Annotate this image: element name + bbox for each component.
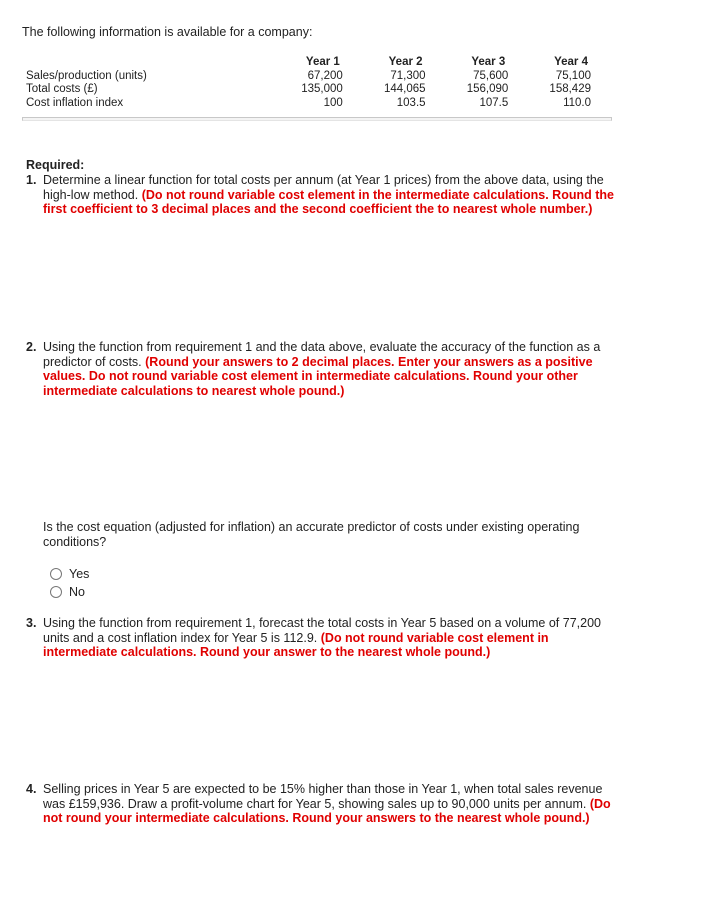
table-cell: 75,600 [473, 69, 509, 82]
table-cell: 75,100 [555, 69, 591, 82]
row-label: Total costs (£) [26, 83, 98, 95]
row-label: Sales/production (units) [26, 69, 147, 82]
table-cell: 67,200 [307, 69, 343, 82]
table-cell: 71,300 [390, 69, 426, 82]
required-heading: Required: [26, 158, 85, 172]
question-text: Selling prices in Year 5 are expected to be 15% higher than those in Year 1, when total sales revenue was £159,936. Draw a profit-volume chart for Year 5, showing sales up to 90,000 units per annum. [43, 782, 603, 811]
radio-button[interactable] [50, 568, 62, 580]
question-3 [26, 616, 616, 660]
table-cell: 156,090 [466, 83, 509, 95]
table-row [26, 83, 594, 97]
question-text: Using the function from requirement 1 and the data above, evaluate the accuracy of the function as a predictor of costs. [43, 340, 601, 369]
option-yes[interactable] [50, 567, 89, 581]
question-number: 1. [26, 173, 37, 187]
question-body [43, 782, 616, 826]
table-header: Year 3 [471, 56, 506, 68]
table-cell: 100 [323, 96, 343, 109]
question-1 [26, 173, 616, 217]
table-header-row [26, 56, 594, 70]
table-cell: 103.5 [396, 96, 426, 109]
option-label: Yes [69, 567, 90, 581]
table-header-blank [26, 56, 263, 70]
question-text: Using the function from requirement 1, forecast the total costs in Year 5 based on a volume of 77,200 units and a cost inflation index for Year 5 is 112.9. [43, 616, 601, 645]
table-cell: 158,429 [549, 83, 591, 95]
question-instruction: (Do not round your intermediate calculations. Round your answers to the nearest whole pound.) [43, 796, 611, 825]
question-instruction: (Do not round variable cost element in the intermediate calculations. Round the first coefficient to 3 decimal places and the second coefficient the to nearest whole number.) [43, 187, 614, 216]
table-cell: 135,000 [301, 83, 343, 95]
intro-text: The following information is available for a company: [22, 25, 313, 39]
table-row [26, 70, 594, 84]
option-no[interactable] [50, 585, 85, 599]
question-instruction: (Round your answers to 2 decimal places. Enter your answers as a positive values. Do not round variable cost element in intermediate calculations. Round your other intermediate calculations to nearest whole pound.) [43, 354, 593, 398]
question-text: Determine a linear function for total costs per annum (at Year 1 prices) from the above data, using the high-low method. [43, 173, 604, 202]
table-header: Year 4 [554, 56, 588, 68]
question-instruction: (Do not round variable cost element in intermediate calculations. Round your answer to the nearest whole pound.) [43, 630, 549, 659]
question-2 [26, 340, 616, 398]
option-label: No [69, 585, 85, 599]
question-number: 3. [26, 616, 37, 630]
table-header: Year 1 [305, 56, 340, 68]
table-cell: 110.0 [563, 96, 591, 109]
question-body [43, 173, 616, 217]
question-body [43, 616, 616, 660]
table-header: Year 2 [388, 56, 423, 68]
table-divider [22, 117, 612, 121]
question-number: 4. [26, 782, 37, 796]
question-number: 2. [26, 340, 37, 354]
accuracy-question: Is the cost equation (adjusted for inflation) an accurate predictor of costs under existing operating conditions? [43, 520, 580, 549]
question-4 [26, 782, 616, 826]
data-table [26, 56, 594, 110]
question-body [43, 340, 616, 398]
table-cell: 144,065 [383, 83, 426, 95]
radio-button[interactable] [50, 586, 62, 598]
row-label: Cost inflation index [26, 96, 124, 109]
table-cell: 107.5 [479, 96, 509, 109]
table-row [26, 97, 594, 111]
